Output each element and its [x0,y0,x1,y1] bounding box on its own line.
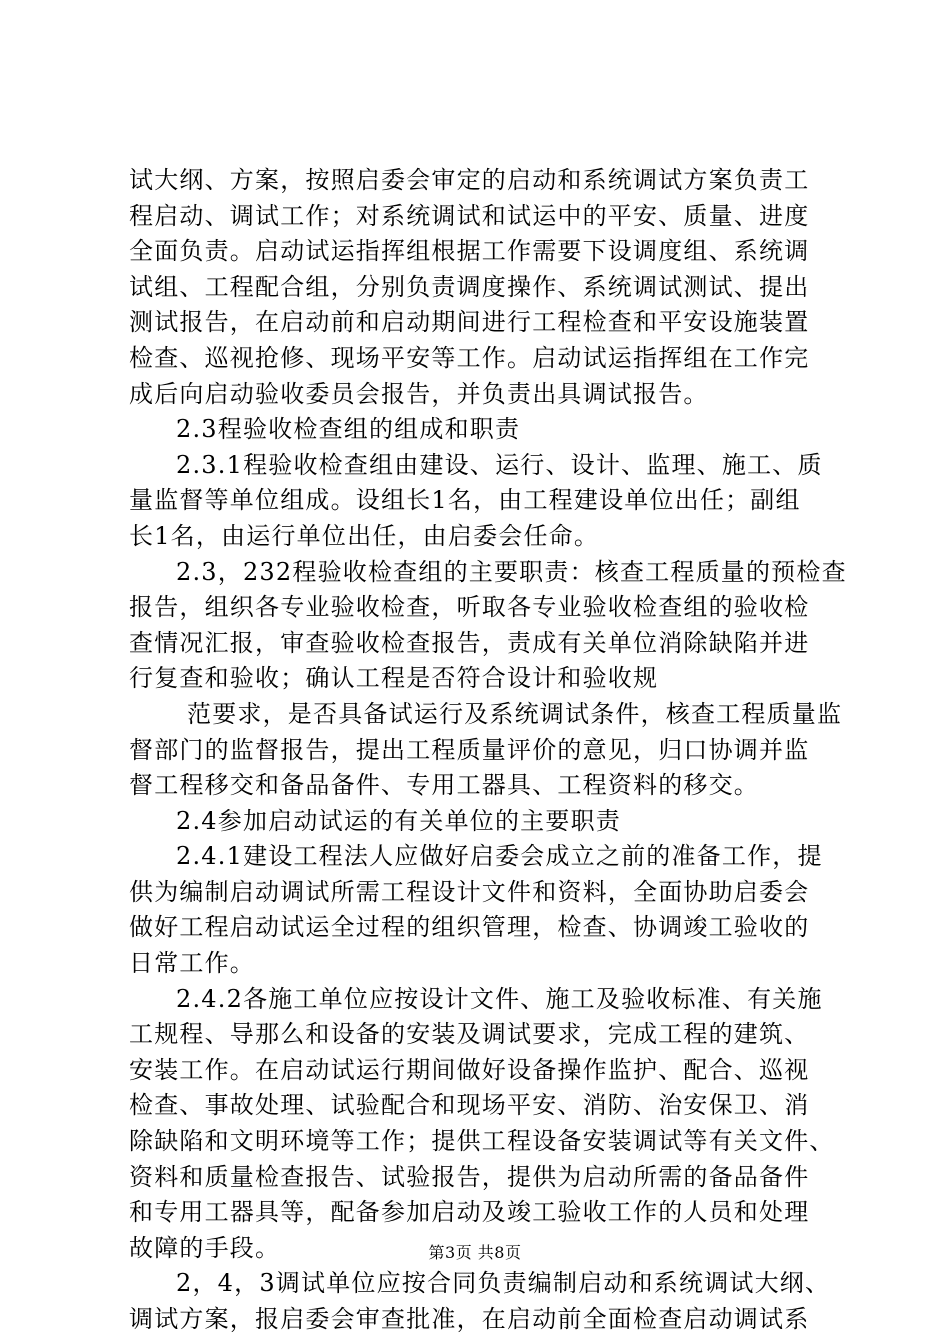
text-line: 供为编制启动调试所需工程设计文件和资料，全面协助启委会 [129,877,810,906]
text-line: 量监督等单位组成。设组长1名，由工程建设单位出任；副组 [129,486,801,515]
text-line: 检查、巡视抢修、现场平安等工作。启动试运指挥组在工作完 [129,343,810,372]
text-line: 督部门的监督报告，提出工程质量评价的意见，归口协调并监 [129,735,810,764]
paragraph-start: 2.3，232程验收检查组的主要职责：核查工程质量的预检查 [176,557,847,586]
text-line: 资料和质量检查报告、试验报告，提供为启动所需的备品备件 [129,1162,810,1191]
text-line: 安装工作。在启动试运行期间做好设备操作监护、配合、巡视 [129,1055,810,1084]
text-line: 行复查和验收；确认工程是否符合设计和验收规 [129,664,659,693]
text-line: 故障的手段。 [129,1233,281,1262]
text-line: 程启动、调试工作；对系统调试和试运中的平安、质量、进度 [129,201,810,230]
paragraph-start: 2.3.1程验收检查组由建设、运行、设计、监理、施工、质 [176,450,823,479]
text-line: 测试报告，在启动前和启动期间进行工程检查和平安设施装置 [129,308,810,337]
page-footer: 第3页 共8页 [428,1243,522,1262]
text-line: 日常工作。 [129,949,255,978]
text-line: 长1名，由运行单位出任，由启委会任命。 [129,521,600,550]
text-line: 试组、工程配合组，分别负责调度操作、系统调试测试、提出 [129,272,810,301]
text-line: 报告，组织各专业验收检查，听取各专业验收检查组的验收检 [129,593,810,622]
text-line: 工规程、导那么和设备的安装及调试要求，完成工程的建筑、 [129,1020,810,1049]
text-line: 除缺陷和文明环境等工作；提供工程设备安装调试等有关文件、 [129,1127,835,1156]
paragraph-start: 2.4.1建设工程法人应做好启委会成立之前的准备工作，提 [176,842,823,871]
text-line: 试大纲、方案，按照启委会审定的启动和系统调试方案负责工 [129,166,810,194]
section-heading: 2.4参加启动试运的有关单位的主要职责 [176,806,621,835]
text-line: 督工程移交和备品备件、专用工器具、工程资料的移交。 [129,771,759,800]
document-body [129,163,847,1338]
paragraph-start: 2，4，3调试单位应按合同负责编制启动和系统调试大纲、 [176,1269,831,1298]
text-line: 和专用工器具等，配备参加启动及竣工验收工作的人员和处理 [129,1198,810,1227]
text-line: 检查、事故处理、试验配合和现场平安、消防、治安保卫、消 [129,1091,810,1120]
text-line: 调试方案，报启委会审查批准，在启动前全面检查启动调试系 [129,1305,810,1333]
text-line: 成后向启动验收委员会报告，并负责出具调试报告。 [129,379,709,408]
paragraph-start: 2.4.2各施工单位应按设计文件、施工及验收标准、有关施 [176,984,823,1013]
text-line: 全面负责。启动试运指挥组根据工作需要下设调度组、系统调 [129,237,810,266]
text-line: 查情况汇报，审查验收检查报告，责成有关单位消除缺陷并进 [129,628,810,657]
text-line: 做好工程启动试运全过程的组织管理，检查、协调竣工验收的 [129,913,810,942]
section-heading: 2.3程验收检查组的组成和职责 [176,415,521,444]
paragraph-start: 范要求，是否具备试运行及系统调试条件，核查工程质量监 [187,699,843,728]
